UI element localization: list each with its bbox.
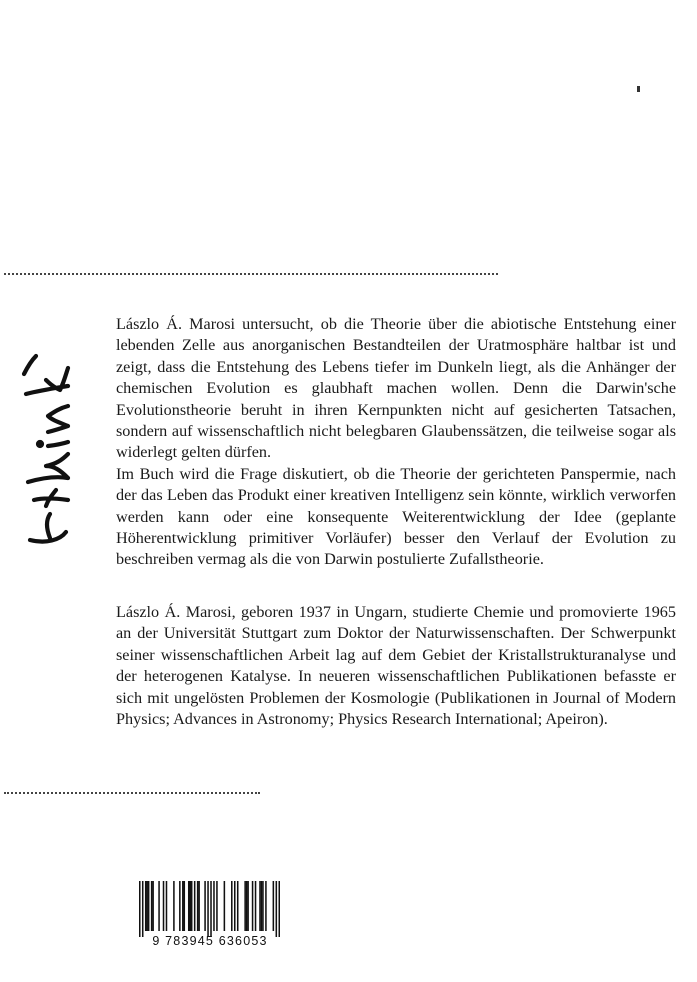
barcode-bar [148, 881, 150, 931]
barcode-bar [139, 881, 141, 937]
description-paragraph-1: Lászlo Á. Marosi untersucht, ob die Theorie über die abiotische Entstehung einer lebenden Zelle aus anorganischen Bestandteilen der Uratmosphäre haltbar ist und zeigt, dass die Entstehung des Lebens tiefer im Dunkeln liegt, als die Anhänger der chemischen Evolution es glaubhaft machen wollen. Denn die Darwin'sche Evolutionstheorie beruht in ihren Kernpunkten nicht auf gesicherten Tatsachen, sondern auf wissenschaftlich nicht belegbaren Glaubenssätzen, die teilweise sogar als widerlegt gelten dürfen. [116, 315, 676, 462]
barcode-bar [204, 881, 206, 931]
barcode-bar [166, 881, 168, 931]
author-bio [116, 602, 676, 730]
isbn-number: 9 783945 636053 [152, 934, 268, 948]
barcode-bar [247, 881, 249, 931]
barcode-bar [224, 881, 226, 931]
barcode-bar [265, 881, 267, 931]
barcode-bar [210, 881, 212, 937]
author-bio-paragraph: Lászlo Á. Marosi, geboren 1937 in Ungarn, studierte Chemie und promovierte 1965 an der Universität Stuttgart zum Doktor der Naturwissenschaften. Der Schwerpunkt seiner wissenschaftlichen Arbeit lag auf dem Gebiet der Kristallstrukturanalyse und der heterogenen Katalyse. In neueren wissenschaftlichen Publikationen befasste er sich mit ungelösten Problemen der Kosmologie (Publikationen in Journal of Modern Physics; Advances in Astronomy; Physics Research International; Apeiron). [116, 603, 676, 729]
barcode-bar [173, 881, 175, 931]
barcode-bar [189, 881, 191, 931]
barcode-bar [163, 881, 165, 931]
barcode-bars [139, 881, 280, 937]
barcode-bar [273, 881, 275, 931]
barcode-bar [151, 881, 153, 931]
barcode-bar [179, 881, 181, 931]
book-description [116, 314, 676, 571]
barcode-bar [207, 881, 209, 937]
barcode-bar [197, 881, 199, 931]
barcode-bar [188, 881, 190, 931]
handwritten-signature [16, 350, 78, 550]
barcode-bar [184, 881, 186, 931]
dotted-rule-top [4, 273, 498, 275]
print-mark [637, 86, 640, 92]
barcode-bar [194, 881, 196, 931]
barcode-bar [216, 881, 218, 931]
barcode-bar [255, 881, 257, 931]
barcode-bar [152, 881, 154, 931]
barcode-bar [142, 881, 144, 937]
barcode-bar [237, 881, 239, 931]
barcode-bar [146, 881, 148, 931]
dotted-rule-bottom [4, 792, 260, 794]
description-paragraph-2: Im Buch wird die Frage diskutiert, ob die Theorie der gerichteten Panspermie, nach der das Leben das Produkt einer kreativen Intelligenz sein könnte, wirklich verworfen werden kann oder eine konsequente Weiterentwicklung der Idee (geplante Höherentwicklung primitiver Vorläufer) besser den Verlauf der Evolution zu beschreiben vermag als die von Darwin postulierte Zufallstheorie. [116, 464, 676, 569]
barcode-bar [259, 881, 261, 931]
barcode-bar [158, 881, 160, 931]
barcode-bar [261, 881, 263, 931]
barcode-bar [252, 881, 254, 931]
barcode-bar [234, 881, 236, 931]
barcode-bar [262, 881, 264, 931]
barcode-bar [198, 881, 200, 931]
barcode-bar [182, 881, 184, 931]
barcode-bar [276, 881, 278, 937]
barcode-bar [246, 881, 248, 931]
barcode-bar [213, 881, 215, 931]
barcode-bar [145, 881, 147, 931]
barcode-bar [279, 881, 280, 937]
barcode-bar [191, 881, 193, 931]
barcode-bar [244, 881, 246, 931]
barcode-bar [231, 881, 233, 931]
